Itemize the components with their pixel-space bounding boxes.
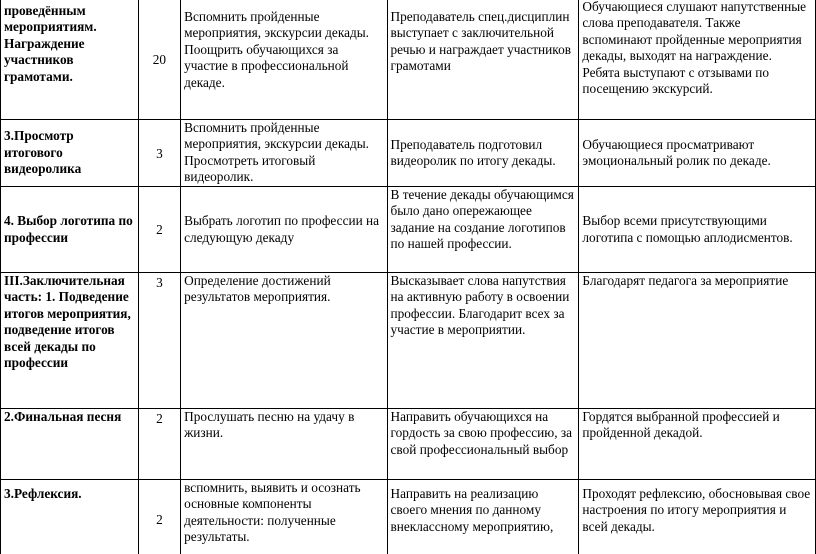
teacher-cell: Преподаватель подготовил видеоролик по итогу декады. xyxy=(387,120,579,187)
students-cell: Обучающиеся слушают напутственные слова преподавателя. Также вспоминают пройденные мероприятия декады, выходят на награждение. Ребята выступают с отзывами по посещению экскурсий. xyxy=(579,0,816,120)
teacher-cell: Направить на реализацию своего мнения по данному внеклассному мероприятию, xyxy=(387,480,579,554)
students-cell: Выбор всеми присутствующими логотипа с помощью аплодисментов. xyxy=(579,187,816,273)
goal-cell: вспомнить, выявить и осознать основные компоненты деятельности: полученные результаты. xyxy=(181,480,387,554)
table-row xyxy=(1,0,816,120)
students-cell: Обучающиеся просматривают эмоциональный ролик по декаде. xyxy=(579,120,816,187)
goal-cell: Вспомнить пройденные мероприятия, экскурсии декады. Просмотреть итоговый видеоролик. xyxy=(181,120,387,187)
minutes-cell: 2 xyxy=(138,409,180,480)
table-row xyxy=(1,409,816,480)
minutes-cell: 2 xyxy=(138,187,180,273)
table-row xyxy=(1,480,816,554)
goal-cell: Определение достижений результатов мероприятия. xyxy=(181,273,387,409)
goal-cell: Вспомнить пройденные мероприятия, экскурсии декады. Поощрить обучающихся за участие в профессиональной декаде. xyxy=(181,0,387,120)
stage-cell: III.Заключительная часть: 1. Подведение итогов мероприятия, подведение итогов всей декады по профессии xyxy=(1,273,139,409)
students-cell: Гордятся выбранной профессией и пройденной декадой. xyxy=(579,409,816,480)
goal-cell: Прослушать песню на удачу в жизни. xyxy=(181,409,387,480)
students-cell: Благодарят педагога за мероприятие xyxy=(579,273,816,409)
table-row xyxy=(1,273,816,409)
teacher-cell: Преподаватель спец.дисциплин выступает с заключительной речью и награждает участников грамотами xyxy=(387,0,579,120)
minutes-cell: 2 xyxy=(138,480,180,554)
stage-cell: 2.Финальная песня xyxy=(1,409,139,480)
minutes-cell: 3 xyxy=(138,273,180,409)
stage-cell: 3.Рефлексия. xyxy=(1,480,139,554)
students-cell: Проходят рефлексию, обосновывая свое настроения по итогу мероприятия и всей декады. xyxy=(579,480,816,554)
stage-cell: проведённым мероприятиям. Награждение участников грамотами. xyxy=(1,0,139,120)
teacher-cell: Высказывает слова напутствия на активную работу в освоении профессии. Благодарит всех за участие в мероприятии. xyxy=(387,273,579,409)
minutes-cell: 3 xyxy=(138,120,180,187)
stage-cell: 3.Просмотр итогового видеоролика xyxy=(1,120,139,187)
stage-cell: 4. Выбор логотипа по профессии xyxy=(1,187,139,273)
table-row xyxy=(1,187,816,273)
teacher-cell: Направить обучающихся на гордость за свою профессию, за свой профессиональный выбор xyxy=(387,409,579,480)
goal-cell: Выбрать логотип по профессии на следующую декаду xyxy=(181,187,387,273)
minutes-cell: 20 xyxy=(138,0,180,120)
teacher-cell: В течение декады обучающимся было дано опережающее задание на создание логотипов по нашей профессии. xyxy=(387,187,579,273)
table-row xyxy=(1,120,816,187)
